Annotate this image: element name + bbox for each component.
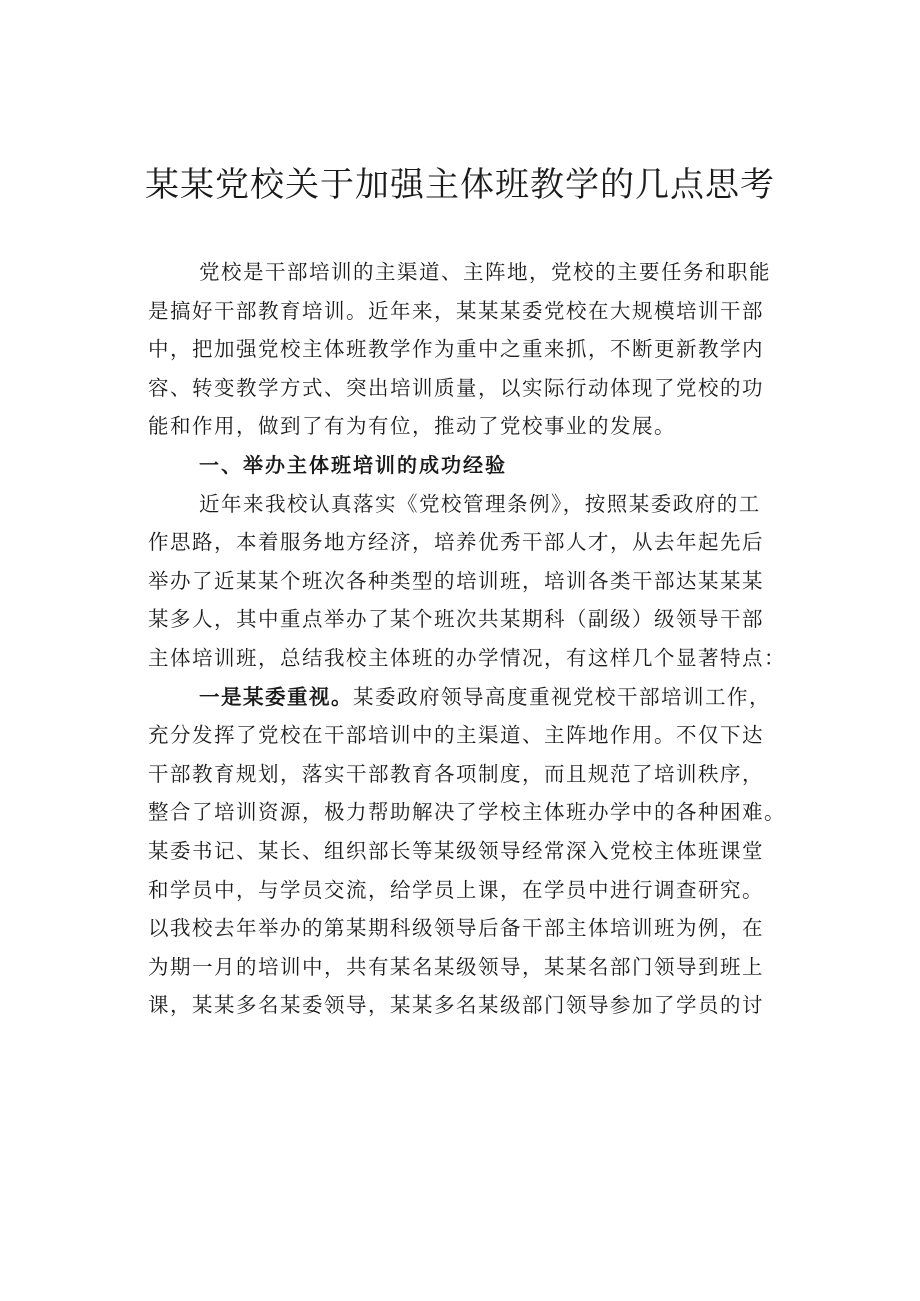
paragraph-line: 某委书记、某长、组织部长等某级领导经常深入党校主体班课堂 xyxy=(148,838,764,863)
paragraph-line: 以我校去年举办的第某期科级领导后备干部主体培训班为例，在 xyxy=(148,916,764,941)
paragraph-line: 为期一月的培训中，共有某名某级领导，某某名部门领导到班上 xyxy=(148,954,764,979)
paragraph-line: 整合了培训资源，极力帮助解决了学校主体班办学中的各种困难。 xyxy=(148,800,786,825)
paragraph-line: 党校是干部培训的主渠道、主阵地，党校的主要任务和职能 xyxy=(199,260,771,284)
paragraph-line-rest: 某委政府领导高度重视党校干部培训工作， xyxy=(353,684,771,709)
paragraph-line: 能和作用，做到了有为有位，推动了党校事业的发展。 xyxy=(148,414,676,439)
paragraph-line: 举办了近某某个班次各种类型的培训班，培训各类干部达某某某 xyxy=(148,568,764,593)
paragraph-line: 主体培训班，总结我校主体班的办学情况，有这样几个显著特点： xyxy=(148,645,786,670)
paragraph-line: 和学员中，与学员交流，给学员上课，在学员中进行调查研究。 xyxy=(148,877,764,902)
paragraph-line: 近年来我校认真落实《党校管理条例》，按照某委政府的工 xyxy=(199,491,761,516)
paragraph-lead: 一是某委重视。 xyxy=(199,684,353,709)
paragraph-line: 中，把加强党校主体班教学作为重中之重来抓，不断更新教学内 xyxy=(148,337,764,362)
paragraph-line: 是搞好干部教育培训。近年来，某某某委党校在大规模培训干部 xyxy=(148,298,764,323)
document-body xyxy=(148,253,803,1025)
section-heading: 一、举办主体班培训的成功经验 xyxy=(199,452,507,477)
paragraph-line: 某多人，其中重点举办了某个班次共某期科（副级）级领导干部 xyxy=(148,607,764,632)
document-title: 某某党校关于加强主体班教学的几点思考 xyxy=(145,165,775,205)
paragraph-line: 充分发挥了党校在干部培训中的主渠道、主阵地作用。不仅下达 xyxy=(148,723,764,748)
paragraph-first-line xyxy=(148,678,803,717)
paragraph-line: 课，某某多名某委领导，某某多名某级部门领导参加了学员的讨 xyxy=(148,993,764,1018)
paragraph-line: 作思路，本着服务地方经济，培养优秀干部人才，从去年起先后 xyxy=(148,530,764,555)
paragraph-line: 干部教育规划，落实干部教育各项制度，而且规范了培训秩序， xyxy=(148,761,764,786)
paragraph-line: 容、转变教学方式、突出培训质量，以实际行动体现了党校的功 xyxy=(148,375,764,400)
